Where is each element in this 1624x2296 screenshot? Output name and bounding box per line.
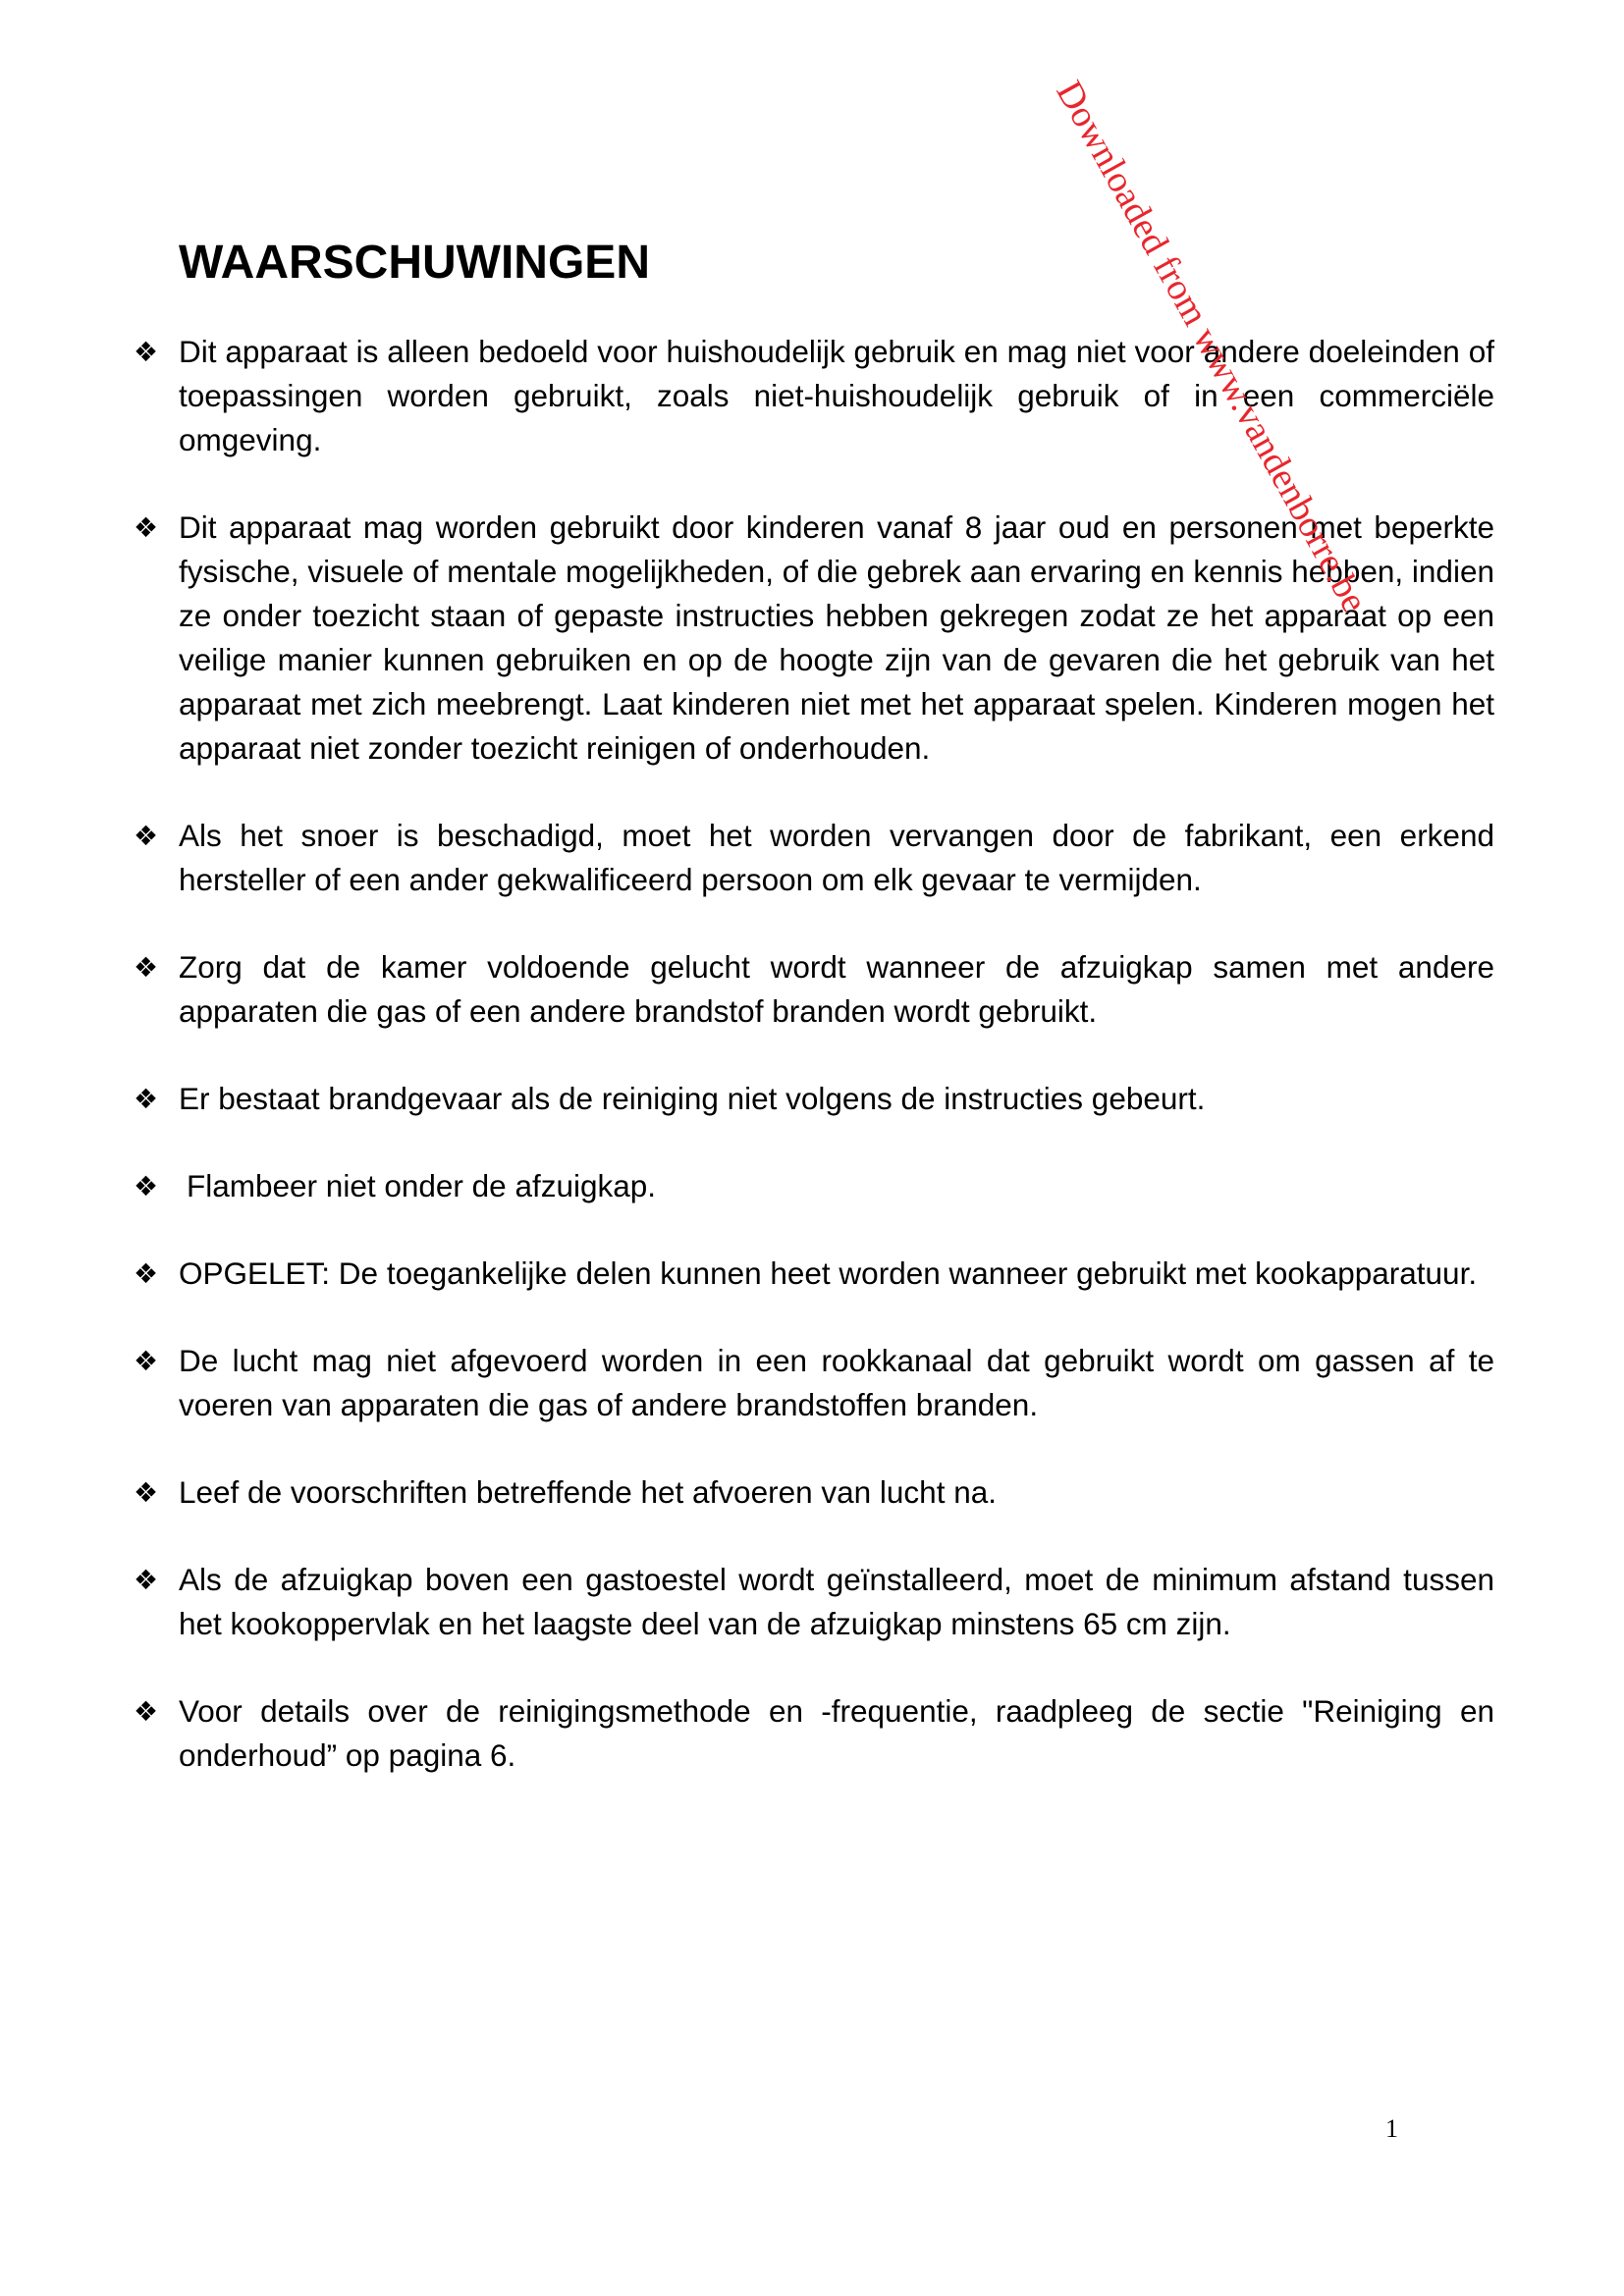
list-item [134, 1689, 1494, 1778]
list-item [134, 1252, 1494, 1296]
list-item [134, 1558, 1494, 1646]
four-diamond-bullet-icon: ❖ [134, 1083, 159, 1115]
four-diamond-bullet-icon: ❖ [134, 1170, 159, 1202]
four-diamond-bullet-icon: ❖ [134, 1345, 159, 1377]
four-diamond-bullet-icon: ❖ [134, 820, 159, 852]
four-diamond-bullet-icon: ❖ [134, 1564, 159, 1596]
four-diamond-bullet-icon: ❖ [134, 511, 159, 544]
warning-text: Als de afzuigkap boven een gastoestel wordt geïnstalleerd, moet de minimum afstand tussen het kookoppervlak en het laagste deel van de afzuigkap minstens 65 cm zijn. [179, 1562, 1494, 1641]
four-diamond-bullet-icon: ❖ [134, 336, 159, 368]
page-title: WAARSCHUWINGEN [179, 237, 650, 289]
four-diamond-bullet-icon: ❖ [134, 1257, 159, 1290]
four-diamond-bullet-icon: ❖ [134, 951, 159, 984]
warning-text: Er bestaat brandgevaar als de reiniging niet volgens de instructies gebeurt. [179, 1081, 1206, 1116]
warning-text: Dit apparaat mag worden gebruikt door kinderen vanaf 8 jaar oud en personen met beperkte fysische, visuele of mentale mogelijkheden, of die gebrek aan ervaring en kennis hebben, indien ze onder toezicht staan of gepaste instructies hebben gekregen zodat ze het apparaat op een veilige manier kunnen gebruiken en op de hoogte zijn van de gevaren die het gebruik van het apparaat met zich meebrengt. Laat kinderen niet met het apparaat spelen. Kinderen mogen het apparaat niet zonder toezicht reinigen of onderhouden. [179, 509, 1494, 766]
page-number: 1 [1385, 2114, 1398, 2143]
list-item [134, 945, 1494, 1034]
warning-text: OPGELET: De toegankelijke delen kunnen heet worden wanneer gebruikt met kookapparatuur. [179, 1255, 1478, 1291]
warnings-list [134, 330, 1494, 1821]
list-item [134, 1077, 1494, 1121]
four-diamond-bullet-icon: ❖ [134, 1476, 159, 1509]
warning-text: Flambeer niet onder de afzuigkap. [187, 1168, 657, 1203]
warning-text: Dit apparaat is alleen bedoeld voor huishoudelijk gebruik en mag niet voor andere doeleinden of toepassingen worden gebruikt, zoals niet-huishoudelijk gebruik of in een commerciële omgeving. [179, 334, 1494, 457]
warning-text: De lucht mag niet afgevoerd worden in een rookkanaal dat gebruikt wordt om gassen af te voeren van apparaten die gas of andere brandstoffen branden. [179, 1343, 1494, 1422]
warning-text: Als het snoer is beschadigd, moet het worden vervangen door de fabrikant, een erkend hersteller of een ander gekwalificeerd persoon om elk gevaar te vermijden. [179, 818, 1494, 897]
list-item [134, 1339, 1494, 1427]
list-item [134, 330, 1494, 462]
download-watermark: Downloaded from www.vandenborre.be [1048, 74, 1376, 619]
warning-text: Leef de voorschriften betreffende het afvoeren van lucht na. [179, 1474, 997, 1510]
list-item [134, 1470, 1494, 1515]
four-diamond-bullet-icon: ❖ [134, 1695, 159, 1728]
list-item [134, 814, 1494, 902]
list-item [134, 1164, 1494, 1208]
list-item [134, 506, 1494, 771]
warning-text: Voor details over de reinigingsmethode en -frequentie, raadpleeg de sectie "Reiniging en onderhoud” op pagina 6. [179, 1693, 1494, 1773]
warning-text: Zorg dat de kamer voldoende gelucht wordt wanneer de afzuigkap samen met andere apparaten die gas of een andere brandstof branden wordt gebruikt. [179, 949, 1494, 1029]
